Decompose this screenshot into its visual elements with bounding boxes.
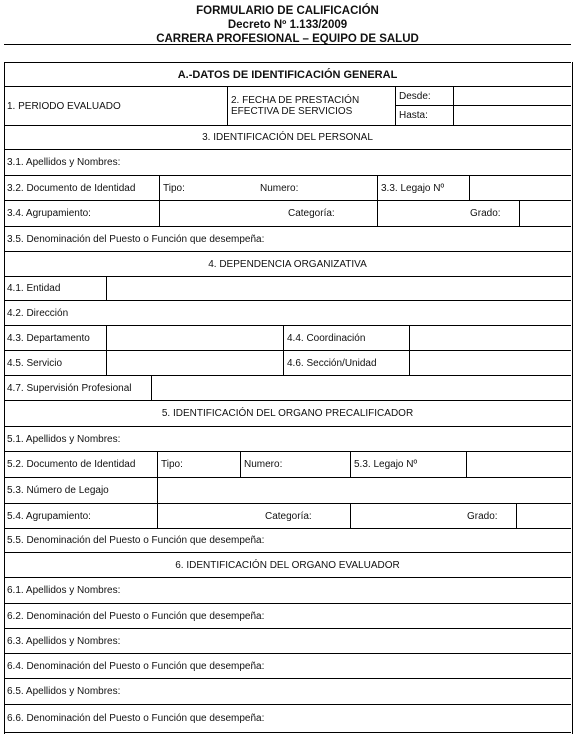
s5-title: 5. IDENTIFICACIÓN DEL ORGANO PRECALIFICADOR: [161, 408, 414, 419]
s6-denominacion-3-label: 6.6. Denominación del Puesto o Función que desempeña:: [7, 713, 265, 724]
s4-seccion-label: 4.6. Sección/Unidad: [283, 351, 409, 375]
s3-agrupamiento-label: 3.4. Agrupamiento:: [7, 208, 91, 219]
fecha-label: [227, 87, 395, 125]
s3-agrupamiento-row: [4, 201, 571, 227]
s4-coordinacion-label: 4.4. Coordinación: [283, 326, 409, 350]
s4-departamento-row: [4, 326, 571, 351]
period-row: [4, 87, 571, 126]
hasta-field[interactable]: [453, 106, 571, 125]
s6-row-2: [4, 604, 571, 629]
fecha-label-line1: 2. FECHA DE PRESTACIÓN: [231, 95, 360, 106]
s5-legajo-label: 5.3. Legajo Nº: [350, 452, 466, 477]
s4-supervision-label: 4.7. Supervisión Profesional: [7, 382, 132, 394]
s6-row-4: [4, 654, 571, 679]
s5-grado-label: Grado:: [350, 504, 516, 528]
s6-denominacion-2-label: 6.4. Denominación del Puesto o Función que desempeña:: [7, 660, 265, 672]
s3-legajo-label: 3.3. Legajo Nº: [377, 176, 469, 200]
s5-title-row: [4, 401, 571, 427]
s6-apellidos-1-label: 6.1. Apellidos y Nombres:: [7, 585, 121, 596]
s3-grado-label: Grado:: [377, 201, 519, 226]
s4-seccion-field[interactable]: [409, 351, 571, 375]
s4-supervision-row: [4, 376, 571, 401]
s5-apellidos-row: [4, 427, 571, 452]
s6-row-6: [4, 705, 571, 733]
s5-categoria-label: Categoría:: [157, 504, 350, 528]
s4-direccion-label: 4.2. Dirección: [7, 307, 69, 319]
s4-supervision-field[interactable]: [151, 376, 571, 400]
s6-apellidos-2-label: 6.3. Apellidos y Nombres:: [7, 635, 121, 647]
s4-departamento-label: 4.3. Departamento: [7, 332, 90, 344]
header-rule: [4, 44, 571, 45]
hasta-label: Hasta:: [395, 106, 453, 125]
s4-title: 4. DEPENDENCIA ORGANIZATIVA: [208, 258, 367, 270]
section-a-title-row: [4, 63, 571, 87]
s5-numero-legajo-label: 5.3. Número de Legajo: [7, 485, 109, 496]
form-title: FORMULARIO DE CALIFICACIÓN: [196, 5, 379, 17]
s3-numero-label: Numero:: [260, 182, 299, 194]
section-a-title: A.-DATOS DE IDENTIFICACIÓN GENERAL: [177, 68, 398, 81]
s3-grado-field[interactable]: [519, 201, 571, 226]
s4-servicio-label: 4.5. Servicio: [7, 357, 63, 369]
s5-apellidos-label: 5.1. Apellidos y Nombres:: [7, 433, 121, 445]
s5-documento-row: [4, 452, 571, 478]
s5-agrupamiento-row: [4, 504, 571, 529]
s6-title-row: [4, 553, 571, 578]
s6-row-3: [4, 629, 571, 654]
s5-numero-legajo-field[interactable]: [157, 478, 571, 503]
s4-departamento-field[interactable]: [106, 326, 283, 350]
s3-legajo-field[interactable]: [469, 176, 571, 200]
desde-label: Desde:: [395, 87, 453, 106]
s5-legajo-field[interactable]: [466, 452, 571, 477]
s4-coordinacion-field[interactable]: [409, 326, 571, 350]
fecha-label-line2: EFECTIVA DE SERVICIOS: [231, 106, 353, 117]
s3-apellidos-label: 3.1. Apellidos y Nombres:: [7, 157, 121, 168]
s4-servicio-field[interactable]: [106, 351, 283, 375]
periodo-label: 1. PERIODO EVALUADO: [7, 100, 121, 112]
s3-title-row: [4, 126, 571, 150]
decree-number: Decreto Nº 1.133/2009: [227, 19, 348, 31]
s5-numero-label: Numero:: [240, 452, 350, 477]
s4-servicio-row: [4, 351, 571, 376]
s3-denominacion-row: [4, 227, 571, 252]
s5-denominacion-row: [4, 529, 571, 553]
desde-field[interactable]: [453, 87, 571, 106]
s3-denominacion-label: 3.5. Denominación del Puesto o Función que desempeña:: [7, 233, 265, 245]
s5-tipo-label: Tipo:: [157, 452, 240, 477]
s6-row-5: [4, 679, 571, 705]
s5-grado-field[interactable]: [516, 504, 571, 528]
s6-title: 6. IDENTIFICACIÓN DEL ORGANO EVALUADOR: [175, 559, 400, 571]
s5-documento-label: 5.2. Documento de Identidad: [7, 459, 136, 470]
s4-direccion-row: [4, 301, 571, 326]
s4-entidad-row: [4, 277, 571, 301]
s3-documento-row: [4, 176, 571, 201]
s3-documento-label: 3.2. Documento de Identidad: [7, 182, 136, 194]
s5-agrupamiento-label: 5.4. Agrupamiento:: [7, 510, 91, 522]
s4-title-row: [4, 252, 571, 277]
s6-row-1: [4, 578, 571, 604]
s5-numero-legajo-row: [4, 478, 571, 504]
s3-apellidos-row: [4, 150, 571, 176]
s6-apellidos-3-label: 6.5. Apellidos y Nombres:: [7, 686, 121, 697]
s4-entidad-field[interactable]: [106, 277, 571, 300]
s3-categoria-label: Categoría:: [159, 201, 377, 226]
form-header: [0, 0, 575, 46]
s6-denominacion-1-label: 6.2. Denominación del Puesto o Función que desempeña:: [7, 610, 265, 622]
s4-entidad-label: 4.1. Entidad: [7, 283, 61, 294]
career-title: CARRERA PROFESIONAL – EQUIPO DE SALUD: [156, 33, 419, 45]
s3-tipo-label: Tipo:: [159, 176, 254, 200]
s5-denominacion-label: 5.5. Denominación del Puesto o Función que desempeña:: [7, 535, 265, 546]
s3-title: 3. IDENTIFICACIÓN DEL PERSONAL: [202, 132, 373, 143]
